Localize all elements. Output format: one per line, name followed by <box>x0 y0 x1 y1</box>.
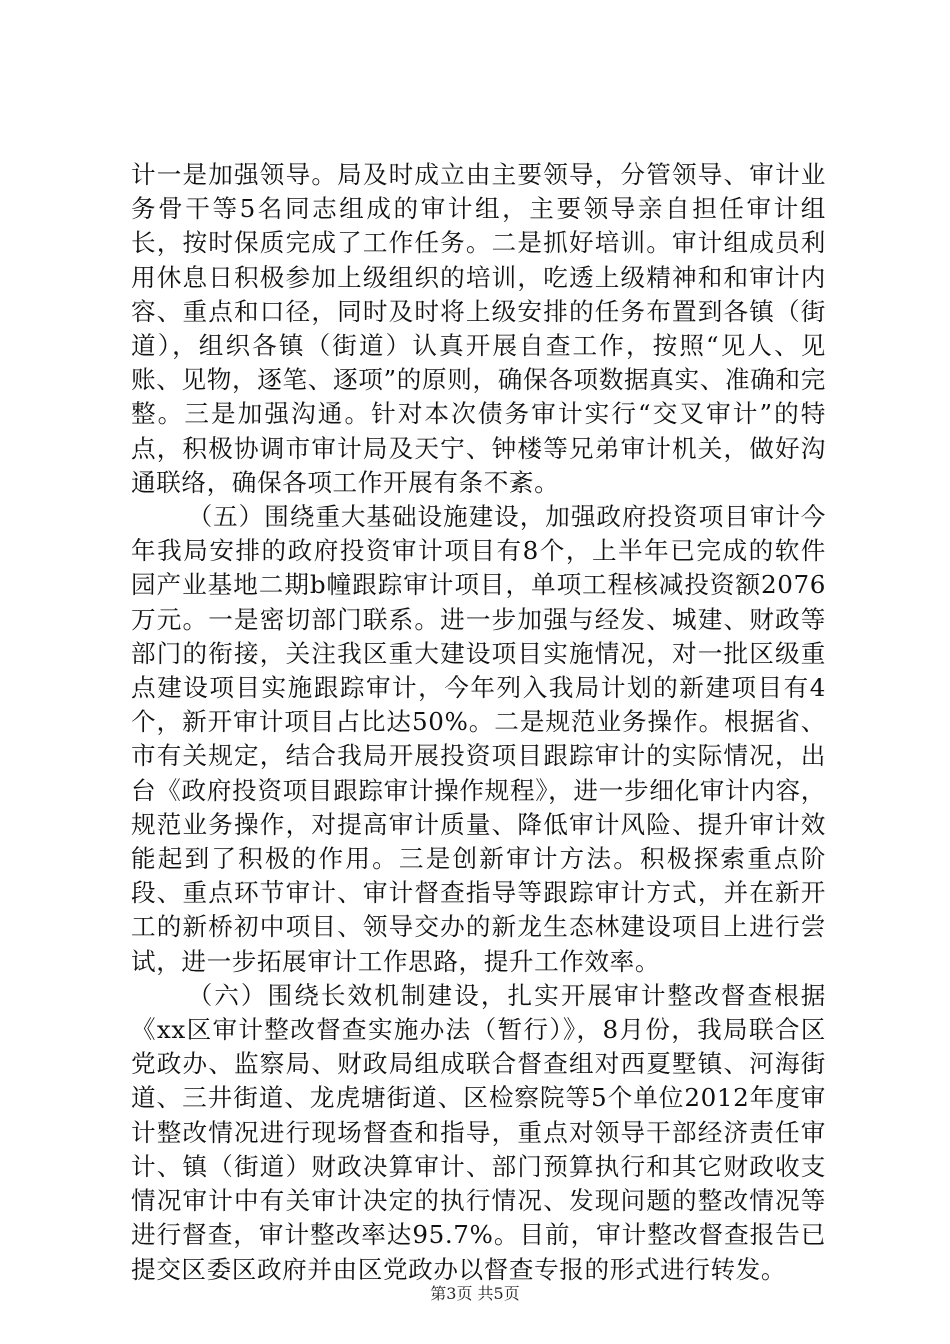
page-number-footer: 第3页 共5页 <box>430 1284 520 1303</box>
paragraph-rectification-supervision: （六）围绕长效机制建设，扎实开展审计整改督查根据《xx区审计整改督查实施办法（暂行）》，8月份，我局联合区党政办、监察局、财政局组成联合督查组对西夏墅镇、河海街道、三井街道、龙虎塘街道、区检察院等5个单位2012年度审计整改情况进行现场督查和指导，重点对领导干部经济责任审计、镇（街道）财政决算审计、部门预算执行和其它财政收支情况审计中有关审计决定的执行情况、发现问题的整改情况等进行督查，审计整改率达95.7%。目前，审计整改督查报告已提交区委区政府并由区党政办以督查专报的形式进行转发。 <box>131 980 826 1284</box>
paragraph-debt-audit-continued: 计一是加强领导。局及时成立由主要领导，分管领导、审计业务骨干等5名同志组成的审计组，主要领导亲自担任审计组长，按时保质完成了工作任务。二是抓好培训。审计组成员利用休息日积极参加上级组织的培训，吃透上级精神和和审计内容、重点和口径，同时及时将上级安排的任务布置到各镇（街道），组织各镇（街道）认真开展自查工作，按照“见人、见账、见物，逐笔、逐项”的原则，确保各项数据真实、准确和完整。三是加强沟通。针对本次债务审计实行“交叉审计”的特点，积极协调市审计局及天宁、钟楼等兄弟审计机关，做好沟通联络，确保各项工作开展有条不紊。 <box>131 160 826 497</box>
document-body <box>131 158 826 1287</box>
paragraph-investment-audit: （五）围绕重大基础设施建设，加强政府投资项目审计今年我局安排的政府投资审计项目有8个，上半年已完成的软件园产业基地二期b幢跟踪审计项目，单项工程核减投资额2076万元。一是密切部门联系。进一步加强与经发、城建、财政等部门的衔接，关注我区重大建设项目实施情况，对一批区级重点建设项目实施跟踪审计，今年列入我局计划的新建项目有4个，新开审计项目占比达50%。二是规范业务操作。根据省、市有关规定，结合我局开展投资项目跟踪审计的实际情况，出台《政府投资项目跟踪审计操作规程》，进一步细化审计内容，规范业务操作，对提高审计质量、降低审计风险、提升审计效能起到了积极的作用。三是创新审计方法。积极探索重点阶段、重点环节审计、审计督查指导等跟踪审计方式，并在新开工的新桥初中项目、领导交办的新龙生态林建设项目上进行尝试，进一步拓展审计工作思路，提升工作效率。 <box>131 502 826 976</box>
